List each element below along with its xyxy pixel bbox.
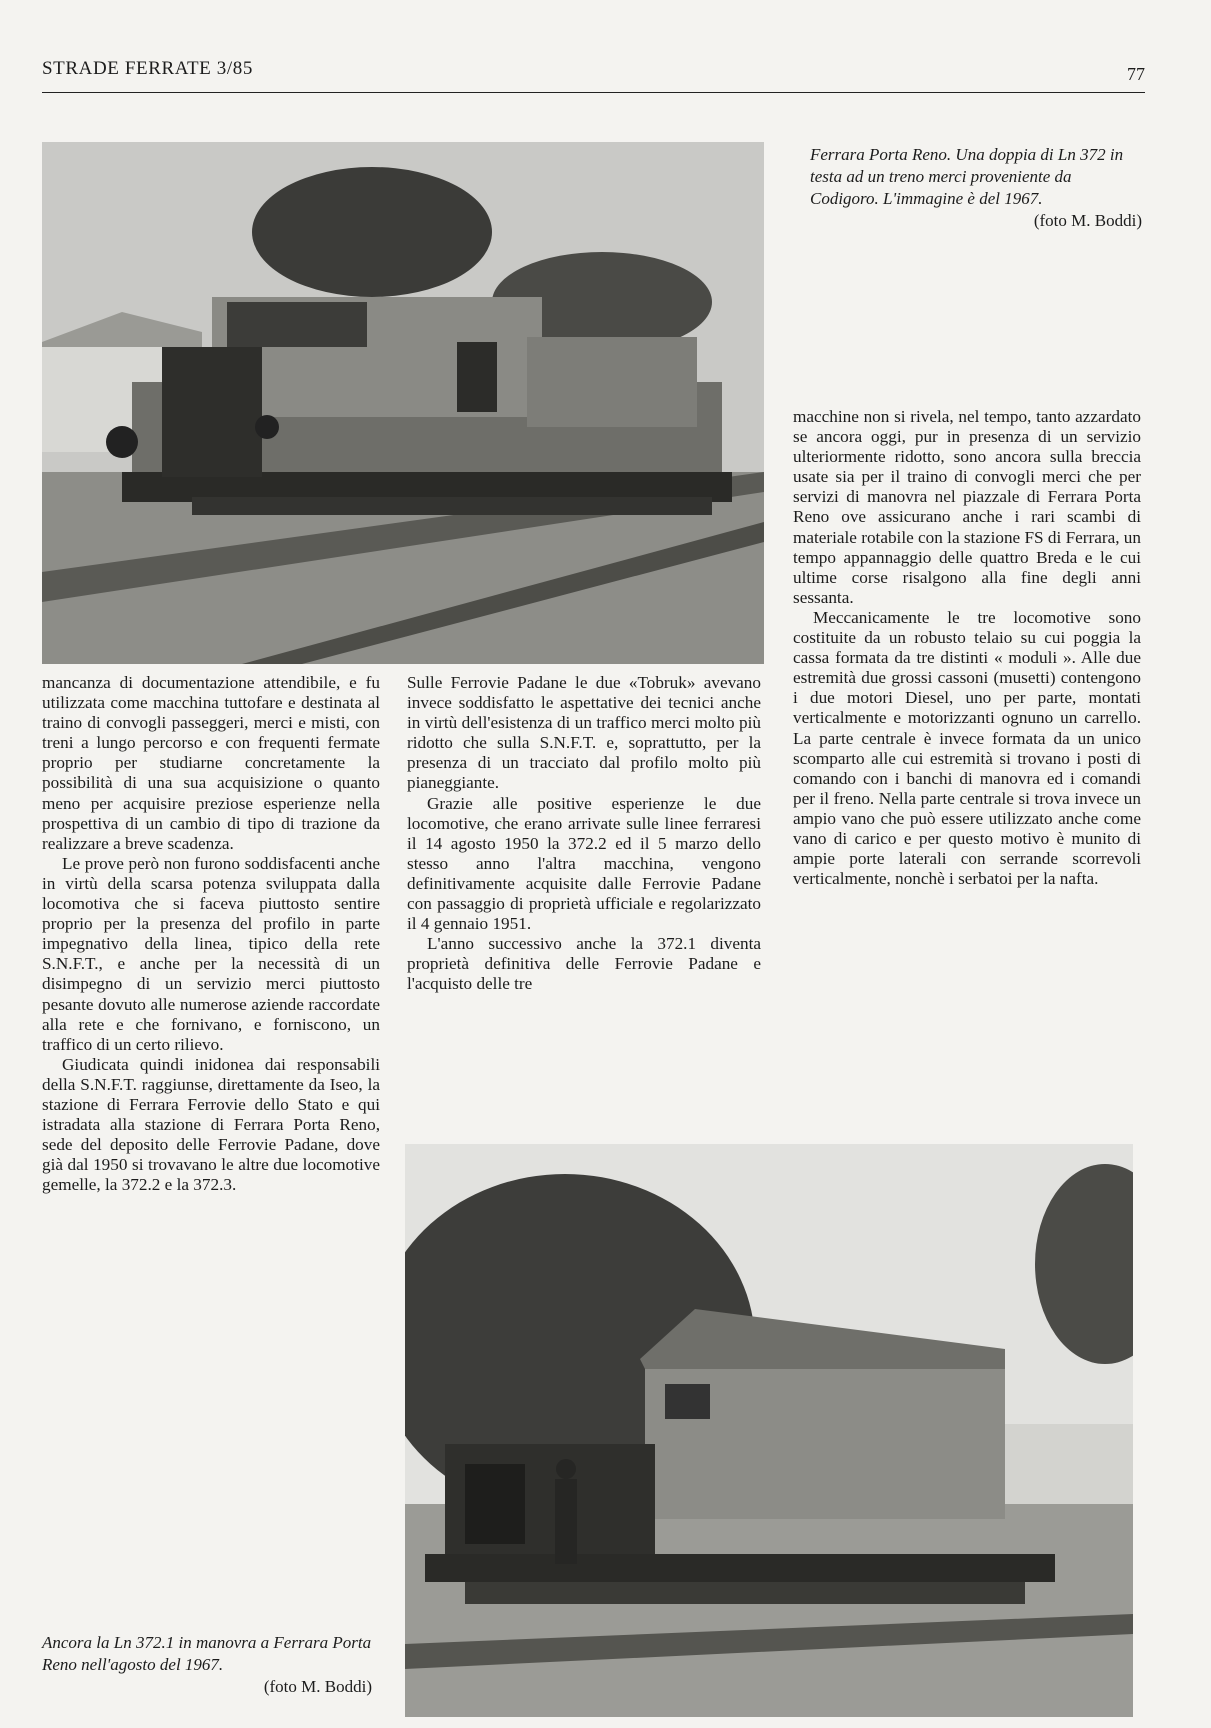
photo1-caption xyxy=(810,144,1142,232)
photo2-caption-text: Ancora la Ln 372.1 in manovra a Ferrara Porta Reno nell'agosto del 1967. xyxy=(42,1633,372,1674)
paragraph: Le prove però non furono soddisfacenti anche in virtù della scarsa potenza sviluppata dalla locomotiva che si faceva piuttosto sentire proprio per la presenza del profilo in parte impegnativo della linea, tipico della rete S.N.F.T., e anche per la necessità di un disimpegno di un servizio merci piuttosto pesante dovuto alle numerose aziende raccordate alla rete e che fornivano, e forniscono, un traffico di un certo rilievo. xyxy=(42,853,380,1054)
photo-locomotive-pair xyxy=(42,142,764,664)
paragraph: macchine non si rivela, nel tempo, tanto azzardato se ancora oggi, pur in presenza di un servizio ulteriormente ridotto, sono ancora sulla breccia usate sia per il traino di convogli merci che per servizi di manovra nel piazzale di Ferrara Porta Reno ove assicurano anche i rari scambi di materiale rotabile con la stazione FS di Ferrara, un tempo appannaggio delle quattro Breda e le cui ultime corse risalgono alla fine degli anni sessanta. xyxy=(793,407,1141,607)
photo2-caption xyxy=(42,1632,372,1698)
page-number: 77 xyxy=(1127,64,1145,84)
photo-locomotive-single xyxy=(405,1144,1133,1717)
running-title: STRADE FERRATE 3/85 xyxy=(42,58,253,79)
text-column-3 xyxy=(793,407,1141,889)
photo2-credit: (foto M. Boddi) xyxy=(263,1677,372,1696)
paragraph: Sulle Ferrovie Padane le due «Tobruk» avevano invece soddisfatto le aspettative dei tecnici anche in virtù dell'esistenza di un traffico merci molto più ridotto che sulla S.N.F.T. e, soprattutto, per la presenza di un tracciato dal profilo molto più pianeggiante. xyxy=(407,673,761,793)
text-column-2 xyxy=(407,673,761,995)
paragraph: Giudicata quindi inidonea dai responsabili della S.N.F.T. raggiunse, direttamente da Iseo, la stazione di Ferrara Ferrovie dello Stato e qui istradata alla stazione di Ferrara Porta Reno, sede del deposito delle Ferrovie Padane, dove già dal 1950 si trovavano le altre due locomotive gemelle, la 372.2 e la 372.3. xyxy=(42,1054,380,1195)
text-column-1 xyxy=(42,673,380,1195)
paragraph: Grazie alle positive esperienze le due locomotive, che erano arrivate sulle linee ferraresi il 14 agosto 1950 la 372.2 ed il 5 marzo dello stesso anno l'altra macchina, vengono definitivamente acquisite dalle Ferrovie Padane con passaggio di proprietà ufficiale e regolarizzato il 4 gennaio 1951. xyxy=(407,793,761,934)
photo1-credit: (foto M. Boddi) xyxy=(1033,211,1142,230)
page-header xyxy=(42,52,1145,93)
paragraph: Meccanicamente le tre locomotive sono costituite da un robusto telaio su cui poggia la cassa formata da tre distinti « moduli ». Alle due estremità due grossi cassoni (musetti) contengono i due motori Diesel, uno per parte, montati verticalmente e motorizzanti ognuno un carrello. La parte centrale è invece formata da un unico scomparto alle cui estremità si trovano i posti di comando con i banchi di manovra ed i comandi per il freno. Nella parte centrale si trova invece un ampio vano che può essere utilizzato anche come vano di carico e per questo motivo è munito di ampie porte laterali con serrande scorrevoli verticalmente, nonchè i serbatoi per la nafta. xyxy=(793,607,1141,889)
paragraph: L'anno successivo anche la 372.1 diventa proprietà definitiva delle Ferrovie Padane e l'acquisto delle tre xyxy=(407,934,761,994)
paragraph: mancanza di documentazione attendibile, e fu utilizzata come macchina tuttofare e destinata al traino di convogli passeggeri, merci e misti, con treni a lungo percorso e con frequenti fermate proprio per studiarne concretamente la possibilità di una sua acquisizione o quanto meno per acquisire preziose esperienze nella prospettiva di un cambio di tipo di trazione da realizzare a breve scadenza. xyxy=(42,673,380,853)
photo1-caption-text: Ferrara Porta Reno. Una doppia di Ln 372 in testa ad un treno merci proveniente da Codigoro. L'immagine è del 1967. xyxy=(810,145,1124,208)
